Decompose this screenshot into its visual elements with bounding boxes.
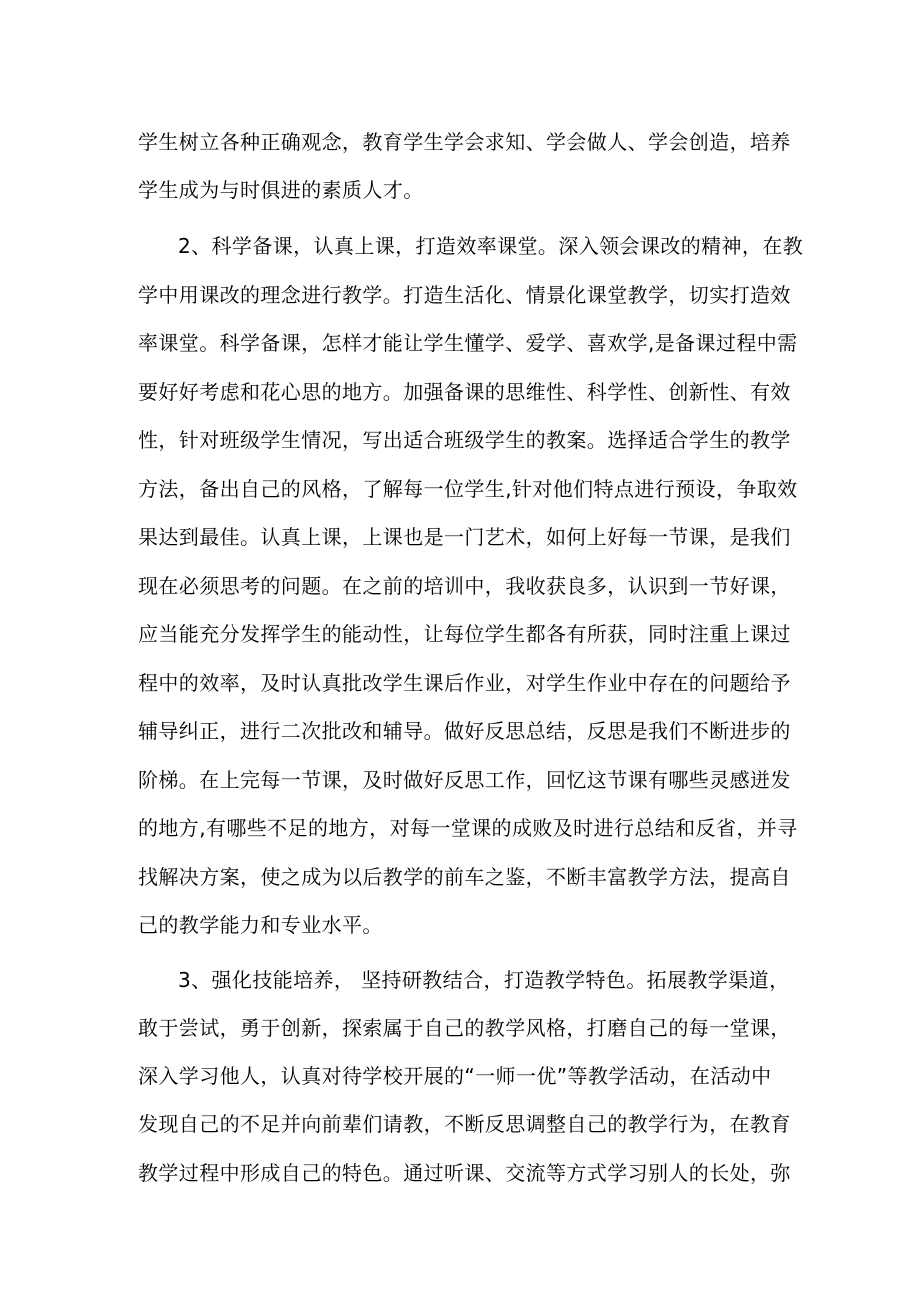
paragraph-line: 学生树立各种正确观念，教育学生学会求知、学会做人、学会创造，培养 (138, 130, 791, 154)
paragraph-line: 程中的效率，及时认真批改学生课后作业，对学生作业中存在的问题给予 (138, 671, 791, 695)
paragraph-line: 深入学习他人，认真对待学校开展的“一师一优”等教学活动，在活动中 (138, 1064, 772, 1088)
paragraph-line: 学中用课改的理念进行教学。打造生活化、情景化课堂教学，切实打造效 (138, 283, 791, 307)
paragraph-line: 的地方,有哪些不足的地方，对每一堂课的成败及时进行总结和反省，并寻 (138, 816, 798, 840)
paragraph-line: 率课堂。科学备课，怎样才能让学生懂学、爱学、喜欢学,是备课过程中需 (138, 331, 798, 355)
paragraph-line: 学生成为与时俱进的素质人才。 (138, 178, 424, 202)
paragraph-line: 辅导纠正，进行二次批改和辅导。做好反思总结，反思是我们不断进步的 (138, 719, 791, 743)
paragraph-line: 敢于尝试，勇于创新，探索属于自己的教学风格，打磨自己的每一堂课， (138, 1016, 791, 1040)
paragraph-line: 性，针对班级学生情况，写出适合班级学生的教案。选择适合学生的教学 (138, 428, 791, 452)
paragraph-line: 应当能充分发挥学生的能动性，让每位学生都各有所获，同时注重上课过 (138, 622, 791, 646)
paragraph-line: 2、科学备课，认真上课，打造效率课堂。深入领会课改的精神，在教 (178, 234, 804, 258)
paragraph-line: 教学过程中形成自己的特色。通过听课、交流等方式学习别人的长处，弥 (138, 1161, 791, 1185)
paragraph-line: 果达到最佳。认真上课，上课也是一门艺术，如何上好每一节课，是我们 (138, 525, 791, 549)
paragraph-line: 己的教学能力和专业水平。 (138, 913, 383, 937)
paragraph-line: 找解决方案，使之成为以后教学的前车之鉴，不断丰富教学方法，提高自 (138, 865, 791, 889)
paragraph-line: 方法，备出自己的风格，了解每一位学生,针对他们特点进行预设，争取效 (138, 477, 798, 501)
paragraph-line: 发现自己的不足并向前辈们请教，不断反思调整自己的教学行为，在教育 (138, 1112, 791, 1136)
paragraph-line: 3、强化技能培养， 坚持研教结合，打造教学特色。拓展教学渠道， (178, 968, 790, 992)
paragraph-line: 阶梯。在上完每一节课，及时做好反思工作，回忆这节课有哪些灵感迸发 (138, 768, 791, 792)
paragraph-line: 现在必须思考的问题。在之前的培训中，我收获良多，认识到一节好课， (138, 574, 791, 598)
paragraph-line: 要好好考虑和花心思的地方。加强备课的思维性、科学性、创新性、有效 (138, 380, 791, 404)
